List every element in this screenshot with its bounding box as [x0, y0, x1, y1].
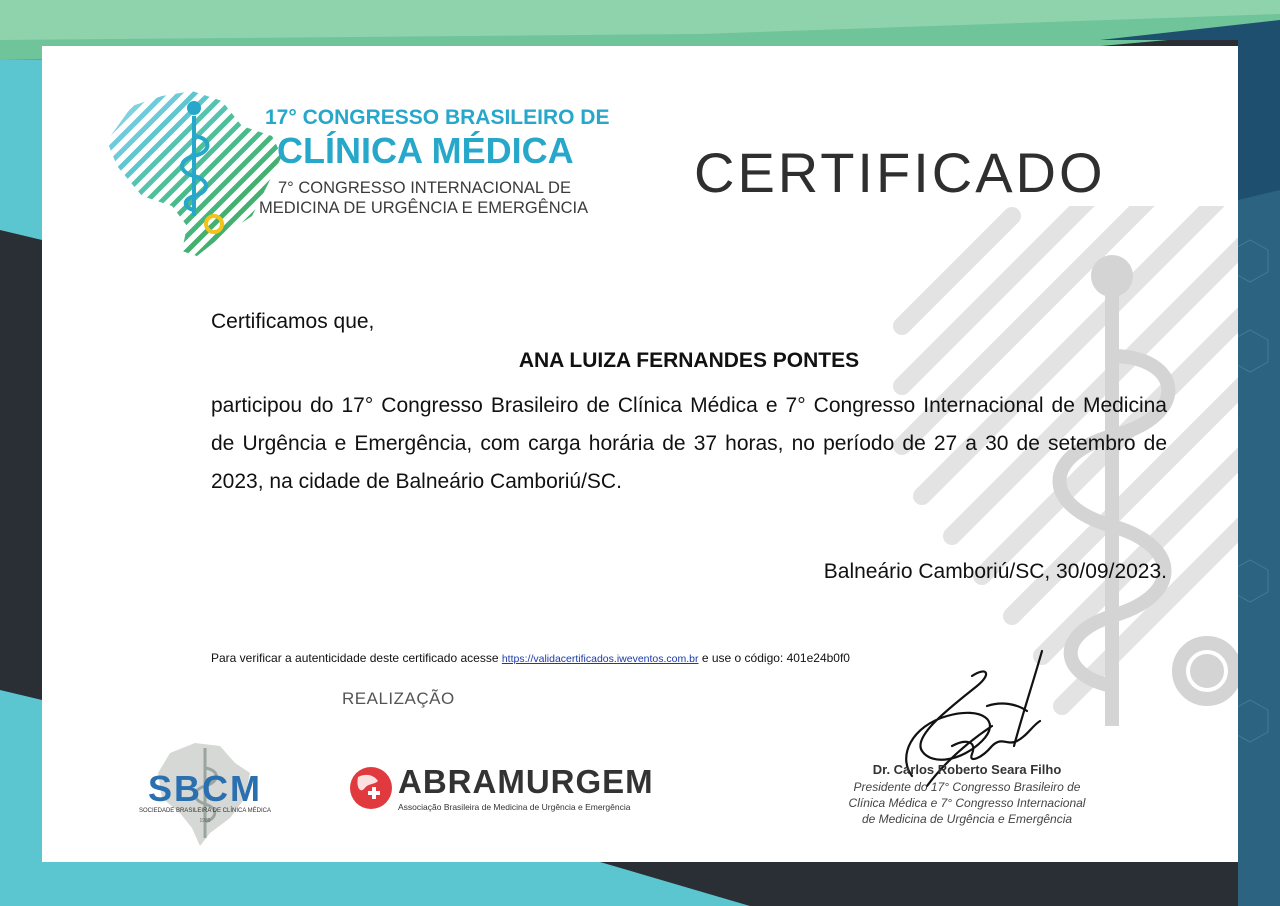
congress-line-2: CLÍNICA MÉDICA — [277, 130, 574, 171]
congress-line-4: MEDICINA DE URGÊNCIA E EMERGÊNCIA — [259, 199, 589, 217]
certificate-body: participou do 17° Congresso Brasileiro de Clínica Médica e 7° Congresso Internacional de Medicina de Urgência e Emergência, com carga horária de 37 horas, no período de 27 a 30 de setembro de 2023, na cidade de Balneário Camboriú/SC. — [211, 394, 1167, 493]
verification-prefix: Para verificar a autenticidade deste certificado acesse — [211, 651, 499, 665]
certificate-paper — [42, 46, 1238, 862]
signer-role-line-1: Presidente do 17° Congresso Brasileiro de — [853, 780, 1081, 794]
abramurgem-globe-icon — [348, 765, 394, 811]
abramurgem-logo — [348, 761, 668, 821]
sbcm-logo — [120, 738, 290, 848]
certificate-title: CERTIFICADO — [694, 141, 1106, 204]
sbcm-year: 1989 — [199, 818, 211, 824]
verification-line — [211, 651, 850, 665]
sbcm-full-name: SOCIEDADE BRASILEIRA DE CLÍNICA MÉDICA — [138, 808, 272, 814]
sbcm-acronym: SBCM — [148, 768, 262, 809]
congress-line-1: 17° CONGRESSO BRASILEIRO DE — [265, 106, 610, 129]
abramurgem-full-name: Associação Brasileira de Medicina de Urgência e Emergência — [398, 802, 631, 812]
signer-role-line-2: Clínica Médica e 7° Congresso Internacional — [848, 796, 1086, 810]
intro-text: Certificamos que, — [211, 310, 375, 333]
signer-name: Dr. Carlos Roberto Seara Filho — [872, 762, 1062, 777]
verification-suffix: e use o código: 401e24b0f0 — [701, 651, 850, 665]
signer-role-line-3: de Medicina de Urgência e Emergência — [861, 812, 1073, 826]
verification-link[interactable]: https://validacertificados.iweventos.com.br — [501, 653, 699, 665]
realizacao-label: REALIZAÇÃO — [342, 689, 455, 708]
abramurgem-acronym: ABRAMURGEM — [398, 763, 654, 800]
congress-logo — [102, 86, 622, 266]
signature-block — [832, 646, 1102, 862]
place-date: Balneário Camboriú/SC, 30/09/2023. — [823, 560, 1167, 583]
brazil-map-icon — [102, 86, 292, 261]
recipient-name: ANA LUIZA FERNANDES PONTES — [518, 349, 860, 372]
congress-line-3: 7° CONGRESSO INTERNACIONAL DE — [278, 179, 571, 197]
